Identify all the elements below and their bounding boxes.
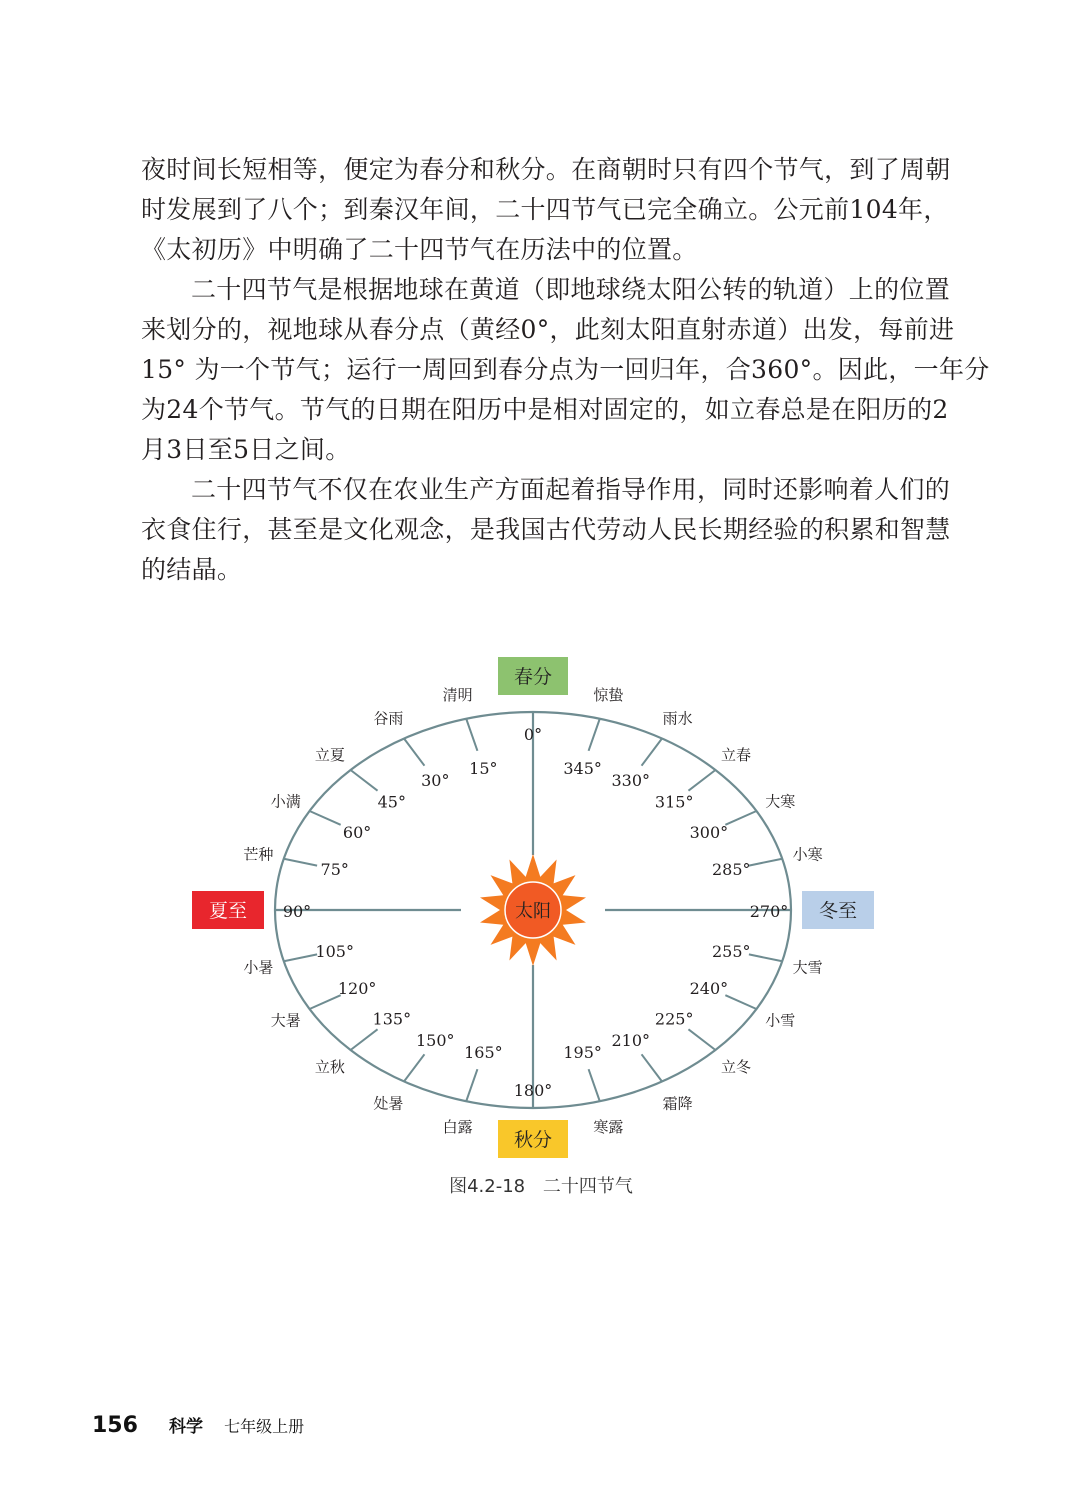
paragraph-1 [141,150,951,270]
sun-icon [480,854,586,966]
text-line: 时发展到了八个；到秦汉年间，二十四节气已完全确立。公元前104年， [141,195,949,224]
degree-label: 255° [712,941,751,961]
term-tick [725,811,756,825]
term-tick [589,1069,600,1101]
degree-label: 240° [689,978,729,998]
cardinal-label: 秋分 [513,1129,553,1151]
degree-label: 210° [611,1030,651,1050]
term-tick [688,1029,715,1050]
text-line: 月3日至5日之间。 [141,435,351,464]
term-name-label: 立夏 [314,746,345,765]
page-footer [92,1412,304,1438]
term-name-label: 小寒 [792,845,823,864]
term-tick [749,954,782,961]
term-tick [351,1029,378,1050]
solar-terms-diagram [0,640,1082,1160]
book-grade: 七年级上册 [224,1417,305,1436]
text-line: 的结晶。 [141,555,243,584]
term-name-label: 大雪 [792,958,823,977]
book-subject: 科学 [169,1417,204,1437]
text-line: 夜时间长短相等，便定为春分和秋分。在商朝时只有四个节气，到了周朝 [141,155,951,184]
text-line: 为24个节气。节气的日期在阳历中是相对固定的，如立春总是在阳历的2 [141,395,949,424]
degree-label: 165° [464,1043,503,1063]
text-line: 《太初历》中明确了二十四节气在历法中的位置。 [141,235,698,264]
degree-label: 15° [469,758,498,778]
term-tick [310,811,341,825]
cardinal-label: 夏至 [208,900,248,922]
term-name-label: 立冬 [721,1057,752,1076]
text-line: 15° 为一个节气；运行一周回到春分点为一回归年，合360°。因此，一年分 [141,355,990,384]
degree-label: 315° [654,792,694,812]
degree-label: 195° [563,1043,602,1063]
page-number: 156 [92,1413,138,1438]
sun-label: 太阳 [515,901,551,922]
term-tick [589,719,600,751]
paragraph-2 [141,270,990,470]
term-name-label: 雨水 [662,709,693,728]
degree-label: 60° [342,823,372,843]
cardinal-label: 冬至 [818,900,858,922]
term-tick [284,859,317,866]
degree-label: 105° [315,941,354,961]
term-tick [642,739,662,766]
cardinal-label: 春分 [513,666,553,688]
term-tick [466,1069,477,1101]
degree-label: 0° [523,725,543,744]
term-name-label: 小暑 [243,958,274,977]
term-name-label: 惊蛰 [593,686,624,705]
term-tick [688,770,715,791]
term-tick [642,1054,662,1081]
term-name-label: 大暑 [270,1011,301,1030]
term-name-label: 大寒 [765,792,796,811]
term-name-label: 霜降 [662,1094,693,1113]
term-name-label: 立春 [721,746,752,765]
term-name-label: 小满 [270,792,301,811]
degree-label: 330° [611,771,651,791]
term-name-label: 清明 [442,686,473,705]
degree-label: 120° [337,978,377,998]
term-tick [725,995,756,1009]
degree-label: 180° [513,1081,553,1100]
term-name-label: 立秋 [314,1057,345,1076]
degree-label: 345° [563,758,602,778]
degree-label: 135° [372,1009,412,1029]
degree-label: 285° [712,860,751,880]
figure-number: 图4.2-18 [449,1176,526,1197]
text-line: 衣食住行，甚至是文化观念，是我国古代劳动人民长期经验的积累和智慧 [141,515,951,544]
term-tick [466,719,477,751]
term-name-label: 谷雨 [373,709,404,728]
term-tick [749,859,782,866]
term-name-label: 芒种 [243,845,274,864]
term-tick [404,739,424,766]
text-line: 二十四节气不仅在农业生产方面起着指导作用，同时还影响着人们的 [191,475,951,504]
term-tick [284,954,317,961]
body-text [141,150,990,590]
degree-label: 270° [749,902,789,921]
term-name-label: 寒露 [593,1117,624,1136]
term-name-label: 小雪 [765,1011,796,1030]
term-name-label: 白露 [442,1117,473,1136]
text-line: 来划分的，视地球从春分点（黄经0°，此刻太阳直射赤道）出发，每前进 [141,315,955,344]
degree-label: 90° [282,902,312,921]
term-tick [351,770,378,791]
figure-caption [0,1172,1082,1198]
degree-label: 75° [320,860,349,880]
text-line: 二十四节气是根据地球在黄道（即地球绕太阳公转的轨道）上的位置 [191,275,951,304]
degree-label: 300° [689,823,729,843]
paragraph-3 [141,470,951,590]
term-name-label: 处暑 [373,1094,404,1113]
degree-label: 45° [377,792,406,812]
figure-title: 二十四节气 [542,1176,633,1197]
degree-label: 150° [415,1030,455,1050]
degree-label: 30° [421,771,450,791]
term-tick [310,995,341,1009]
degree-label: 225° [654,1009,694,1029]
term-tick [404,1054,424,1081]
